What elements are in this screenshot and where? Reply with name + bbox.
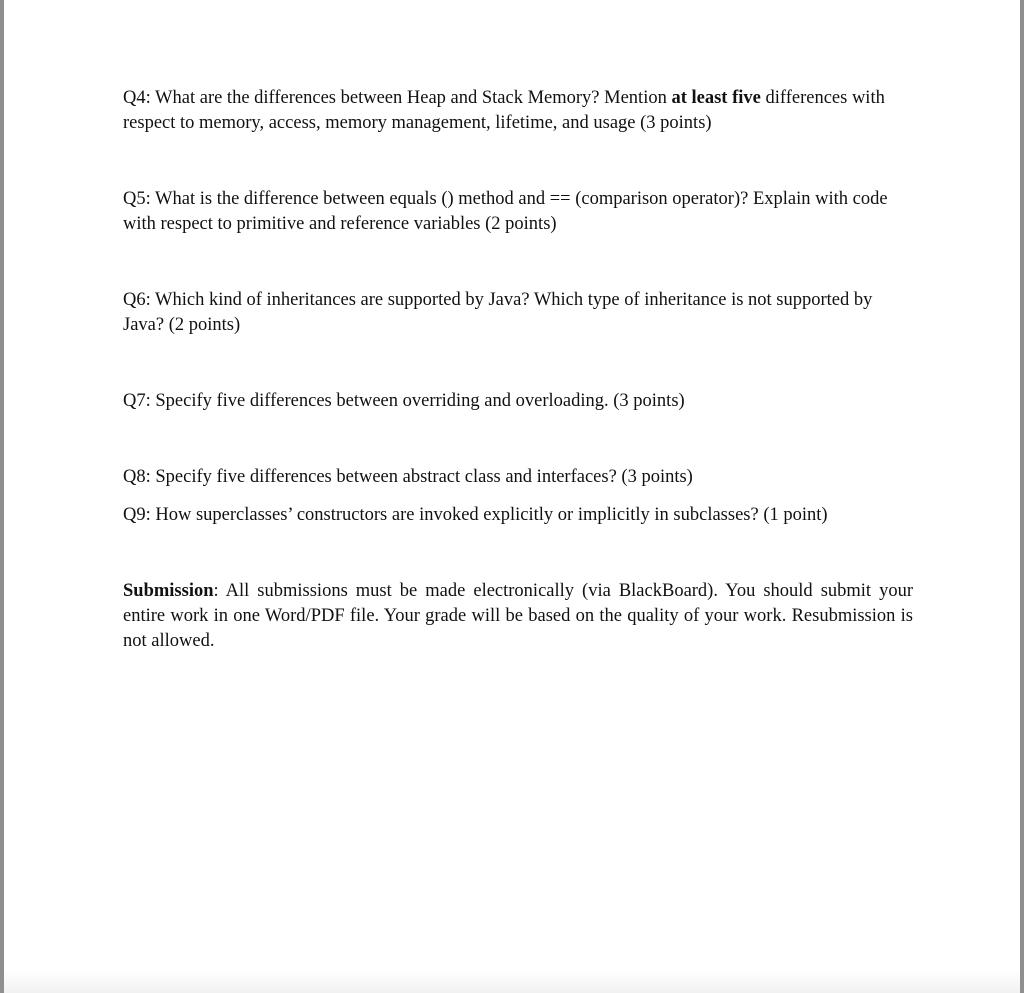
question-q7: Q7: Specify five differences between overriding and overloading. (3 points) — [123, 391, 685, 411]
question-q6: Q6: Which kind of inheritances are supported by Java? Which type of inheritance is not supported by Java? (2 points) — [123, 290, 873, 335]
page-bottom-shade — [4, 971, 1020, 993]
q4-text-before: Q4: What are the differences between Heap and Stack Memory? Mention — [123, 88, 672, 108]
question-q8: Q8: Specify five differences between abstract class and interfaces? (3 points) — [123, 467, 693, 487]
submission-text: : All submissions must be made electronically (via BlackBoard). You should submit your entire work in one Word/PDF file. Your grade will be based on the quality of your work. Resubmission is not allowed. — [123, 581, 913, 651]
question-q4 — [123, 86, 913, 136]
document-content — [123, 86, 913, 654]
q4-text-after: differences with respect to memory, access, memory management, lifetime, and usage (3 points) — [123, 88, 885, 133]
document-page — [4, 0, 1020, 993]
submission-paragraph — [123, 579, 913, 654]
submission-label: Submission — [123, 581, 214, 601]
question-q5: Q5: What is the difference between equals () method and == (comparison operator)? Explain with code with respect to primitive and reference variables (2 points) — [123, 189, 888, 234]
question-q9: Q9: How superclasses’ constructors are invoked explicitly or implicitly in subclasses? (1 point) — [123, 505, 828, 525]
q4-bold-emphasis: at least five — [671, 88, 761, 108]
